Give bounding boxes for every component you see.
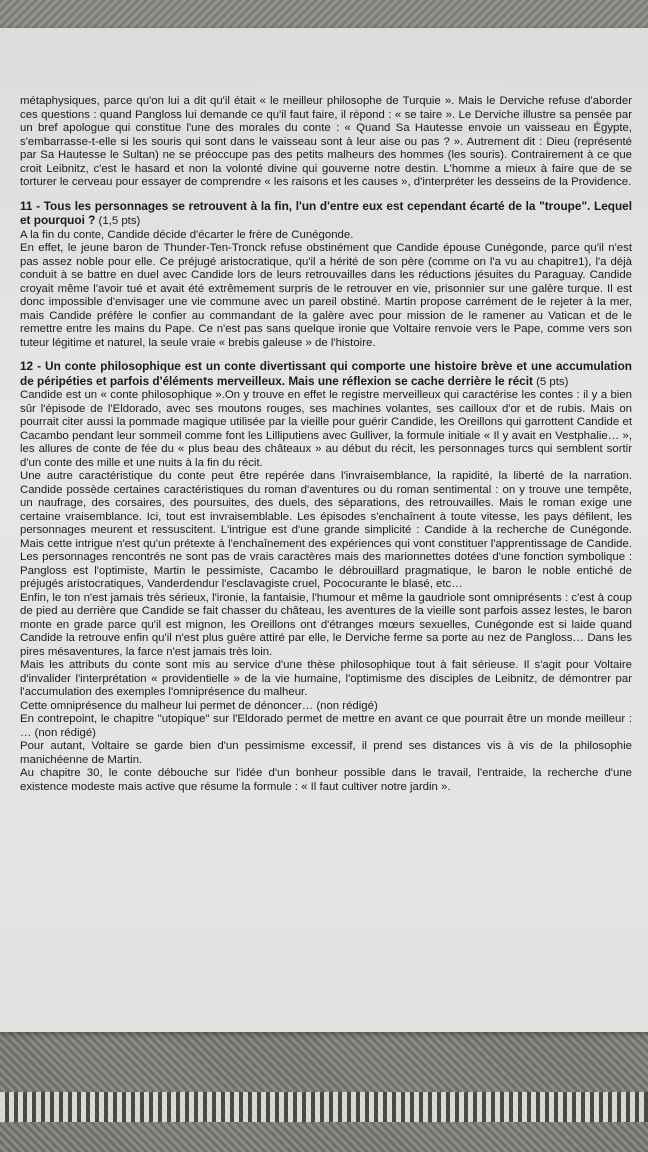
- q12-paragraph-7: Pour autant, Voltaire se garde bien d'un pessimisme excessif, il prend ses distances vis à vis de la philosophie manichéenne de Martin.: [20, 740, 632, 766]
- q12-paragraph-8: Au chapitre 30, le conte débouche sur l'idée d'un bonheur possible dans le travail, l'entraide, la recherche d'une existence modeste mais active que résume la formule : « Il faut cultiver notre jardin ».: [20, 767, 632, 793]
- q11-paragraph-1: A la fin du conte, Candide décide d'écarter le frère de Cunégonde.: [20, 228, 354, 241]
- document-text: [20, 95, 632, 794]
- q12-paragraph-6: En contrepoint, le chapitre "utopique" sur l'Eldorado permet de mettre en avant ce que pourrait être un monde meilleur : … (non rédigé): [20, 713, 632, 739]
- question-11: [20, 200, 632, 229]
- question-12-points: (5 pts): [532, 375, 569, 388]
- q12-paragraph-4: Mais les attributs du conte sont mis au service d'une thèse philosophique tout à fait sérieuse. Il s'agit pour Voltaire d'invalider l'interprétation « providentielle » de la vie humaine, l'optimisme des disciples de Leibnitz, de démontrer par l'accumulation des exemples l'omniprésence du malheur.: [20, 659, 632, 698]
- question-11-heading: 11 - Tous les personnages se retrouvent à la fin, l'un d'entre eux est cependant écarté de la "troupe". Lequel et pourquoi ?: [20, 198, 632, 227]
- q12-paragraph-5: Cette omniprésence du malheur lui permet de dénoncer… (non rédigé): [20, 699, 378, 712]
- fabric-background-bottom: [0, 1030, 648, 1152]
- q12-paragraph-3: Enfin, le ton n'est jamais très sérieux, l'ironie, la fantaisie, l'humour et même la gaudriole sont omniprésents : c'est à coup de pied au derrière que Candide se fait chasser du château, les aventures de la vieille sont parfois assez lestes, le baron monte en grade parce qu'il est mignon, les Oreillons ont d'étranges mœurs sexuelles, Cunégonde est si laide quand Candide la retrouve enfin qu'il n'est plus guère attiré par elle, le Derviche ferme sa porte au nez de Pangloss… Dans les pires mésaventures, la farce n'est jamais très loin.: [20, 591, 632, 658]
- q12-paragraph-1: Candide est un « conte philosophique ».On y trouve en effet le registre merveilleux qui caractérise les contes : il y a bien sûr l'épisode de l'Eldorado, avec ses moutons rouges, ses machines volantes, ses cailloux d'or et de rubis. Mais on pourrait citer aussi la pommade magique utilisée par la vieille pour guérir Candide, les Oreillons qui garrottent Candide et Cacambo pendant leur sommeil comme font les Lilliputiens avec Gulliver, la formule initiale « Il y avait en Vestphalie… », les allures de conte de fée du « plus beau des châteaux » au début du récit, les personnages turcs qui semblent sortir d'un conte des mille et une nuits à la fin du récit.: [20, 389, 632, 469]
- question-11-points: (1,5 pts): [95, 215, 141, 227]
- intro-paragraph: métaphysiques, parce qu'on lui a dit qu'il était « le meilleur philosophe de Turquie ». Mais le Derviche refuse d'aborder ces questions : quand Pangloss lui demande ce qu'il faut faire, il répond : « se taire ». Le Derviche illustre sa pensée par un bref apologue qui constitue l'une des morales du conte : « Quand Sa Hautesse envoie un vaisseau en Égypte, s'embarrasse-t-elle si les souris qui sont dans le vaisseau sont à leur aise ou pas ? ». Autrement dit : Dieu (représenté par Sa Hautesse le Sultan) ne se préoccupe pas des petits malheurs des hommes (les souris). Contrairement à ce que croit Leibnitz, c'est le hasard et non la volonté divine qui gouverne notre destin. L'homme a mieux à faire que de se torturer le cerveau pour essayer de comprendre « les raisons et les causes », d'interpréter les desseins de la Providence.: [20, 95, 632, 188]
- q12-paragraph-2: Une autre caractéristique du conte peut être repérée dans l'invraisemblance, la rapidité, la liberté de la narration. Candide possède certaines caractéristiques du roman d'aventures ou du roman sentimental : on y trouve une tempête, un naufrage, des corsaires, des poursuites, des duels, des séparations, des retrouvailles. Mais le roman exige une certaine vraisemblance. Ici, tout est invraisemblable. Les épisodes s'enchaînent à toute vitesse, les pays défilent, les personnages meurent et ressuscitent. L'intrigue est d'une grande simplicité : Candide à la recherche de Cunégonde. Mais cette intrigue n'est qu'un prétexte à l'enchaînement des expériences qui vont constituer l'apprentissage de Candide. Les personnages rencontrés ne sont pas de vrais caractères mais des marionnettes dotées d'une fonction symbolique : Pangloss est l'optimiste, Martin le pessimiste, Cacambo le débrouillard pragmatique, le baron le noble entiché de préjugés aristocratiques, Vanderdendur l'esclavagiste cruel, Pococurante le blasé, etc…: [20, 470, 632, 590]
- fabric-stitch-band: [0, 1092, 648, 1122]
- question-12-heading: 12 - Un conte philosophique est un conte divertissant qui comporte une histoire brève et une accumulation de péripéties et parfois d'éléments merveilleux. Mais une réflexion se cache derrière le récit: [20, 359, 632, 388]
- question-12: [20, 360, 632, 389]
- q11-paragraph-2: En effet, le jeune baron de Thunder-Ten-Tronck refuse obstinément que Candide épouse Cunégonde, parce qu'il n'est pas assez noble pour elle. Ce préjugé aristocratique, qu'il a hérité de son père (comme on l'a vu au chapitre1), l'a déjà conduit à se battre en duel avec Candide lors de leurs retrouvailles dans les réductions jésuites du Paraguay. Candide croyait même l'avoir tué et avait été extrêmement surpris de le retrouver en vie, prisonnier sur une galère turque. Il est donc impossible d'envisager une vie commune avec un pareil obstiné. Martin propose carrément de le rejeter à la mer, mais Candide préfère le confier au commandant de la galère avec pour mission de le ramener au Vatican et de le remettre entre les mains du Pape. Ce n'est pas sans quelque ironie que Voltaire renvoie vers le Pape, comme vers son tuteur légitime et naturel, la seule vraie « brebis galeuse » de l'histoire.: [20, 242, 632, 349]
